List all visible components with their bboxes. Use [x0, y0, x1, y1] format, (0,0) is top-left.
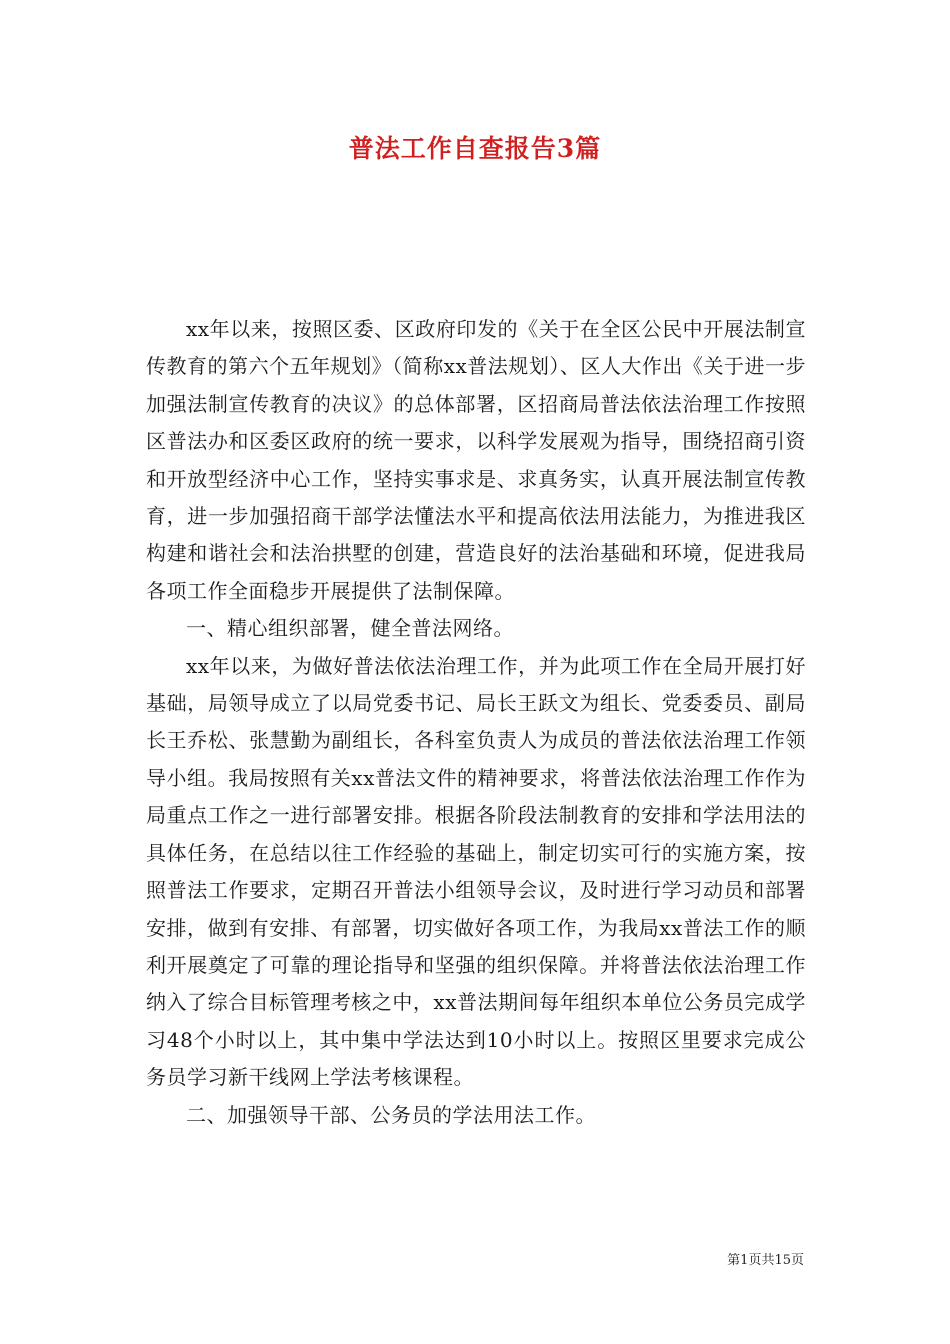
page-number: 第1页共15页	[727, 1253, 804, 1268]
paragraph-intro: xx年以来，按照区委、区政府印发的《关于在全区公民中开展法制宣传教育的第六个五年规划》（简称xx普法规划）、区人大作出《关于进一步加强法制宣传教育的决议》的总体部署，区招商局普法依法治理工作按照区普法办和区委区政府的统一要求，以科学发展观为指导，围绕招商引资和开放型经济中心工作，坚持实事求是、求真务实，认真开展法制宣传教育，进一步加强招商干部学法懂法水平和提高依法用法能力，为推进我区构建和谐社会和法治拱墅的创建，营造良好的法治基础和环境，促进我局各项工作全面稳步开展提供了法制保障。	[146, 317, 806, 603]
section-heading-2: 二、加强领导干部、公务员的学法用法工作。	[186, 1102, 596, 1127]
section-heading-1: 一、精心组织部署，健全普法网络。	[186, 616, 514, 641]
paragraph-section-1: xx年以来，为做好普法依法治理工作，并为此项工作在全局开展打好基础，局领导成立了以局党委书记、局长王跃文为组长、党委委员、副局长王乔松、张慧勤为副组长，各科室负责人为成员的普法依法治理工作领导小组。我局按照有关xx普法文件的精神要求，将普法依法治理工作作为局重点工作之一进行部署安排。根据各阶段法制教育的安排和学法用法的具体任务，在总结以往工作经验的基础上，制定切实可行的实施方案，按照普法工作要求，定期召开普法小组领导会议，及时进行学习动员和部署安排，做到有安排、有部署，切实做好各项工作，为我局xx普法工作的顺利开展奠定了可靠的理论指导和坚强的组织保障。并将普法依法治理工作纳入了综合目标管理考核之中，xx普法期间每年组织本单位公务员完成学习48个小时以上，其中集中学法达到10小时以上。按照区里要求完成公务员学习新干线网上学法考核课程。	[146, 653, 806, 1090]
document-body	[146, 311, 806, 1134]
document-title: 普法工作自查报告3篇	[348, 134, 602, 163]
